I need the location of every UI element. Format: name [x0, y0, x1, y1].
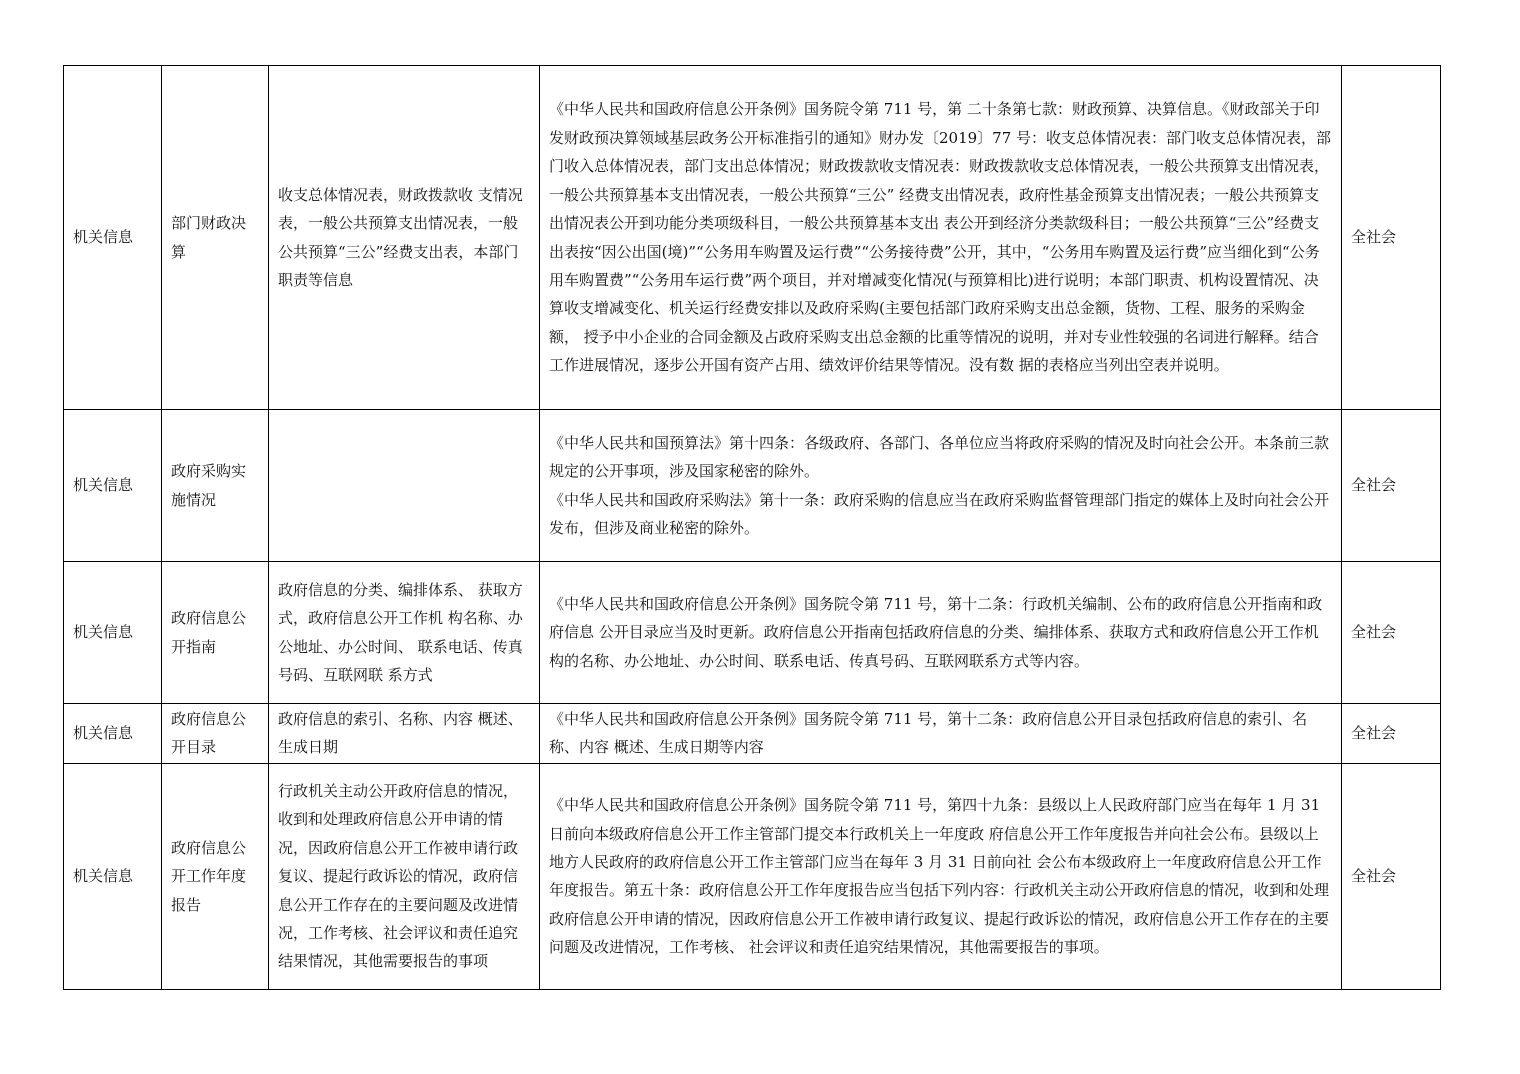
item-cell: 政府信息公开目录	[162, 704, 269, 764]
scope-cell: 全社会	[1342, 410, 1441, 562]
content-cell: 收支总体情况表，财政拨款收 支情况表，一般公共预算支出情况表，一般公共预算“三公”经费支出表，本部门职责等信息	[269, 66, 540, 410]
scope-cell: 全社会	[1342, 562, 1441, 704]
basis-cell	[540, 410, 1342, 562]
category-cell: 机关信息	[64, 562, 162, 704]
category-cell: 机关信息	[64, 704, 162, 764]
disclosure-table	[63, 65, 1441, 990]
basis-paragraph: 《中华人民共和国预算法》第十四条：各级政府、各部门、各单位应当将政府采购的情况及时向社会公开。本条前三款规定的公开事项，涉及国家秘密的除外。	[549, 433, 1330, 481]
content-cell: 政府信息的分类、编排体系、 获取方式，政府信息公开工作机 构名称、办公地址、办公时间、 联系电话、传真号码、互联网联 系方式	[269, 562, 540, 704]
item-cell: 政府采购实施情况	[162, 410, 269, 562]
basis-cell: 《中华人民共和国政府信息公开条例》国务院令第 711 号，第 二十条第七款：财政预算、决算信息。《财政部关于印发财政预决算领域基层政务公开标准指引的通知》财办发〔2019〕77 号：收支总体情况表：部门收支总体情况表，部门收入总体情况表，部门支出总体情况；财政拨款收支情况表：财政拨款收支总体情况表，一般公共预算支出情况表，一般公共预算基本支出情况表，一般公共预算“三公” 经费支出情况表，政府性基金预算支出情况表；一般公共预算支出情况表公开到功能分类项级科目，一般公共预算基本支出 表公开到经济分类款级科目；一般公共预算“三公”经费支出表按“因公出国(境)”“公务用车购置及运行费”“公务接待费”公开，其中，“公务用车购置及运行费”应当细化到“公务用车购置费”“公务用车运行费”两个项目，并对增减变化情况(与预算相比)进行说明；本部门职责、机构设置情况、决算收支增减变化、机关运行经费安排以及政府采购(主要包括部门政府采购支出总金额，货物、工程、服务的采购金额， 授予中小企业的合同金额及占政府采购支出总金额的比重等情况的说明，并对专业性较强的名词进行解释。结合工作进展情况，逐步公开国有资产占用、绩效评价结果等情况。没有数 据的表格应当列出空表并说明。	[540, 66, 1342, 410]
scope-cell: 全社会	[1342, 704, 1441, 764]
table-row	[64, 410, 1441, 562]
table-row	[64, 763, 1441, 989]
content-cell	[269, 410, 540, 562]
content-cell: 政府信息的索引、名称、内容 概述、生成日期	[269, 704, 540, 764]
item-cell: 政府信息公开工作年度报告	[162, 763, 269, 989]
table-row	[64, 66, 1441, 410]
category-cell: 机关信息	[64, 410, 162, 562]
basis-paragraph: 《中华人民共和国政府采购法》第十一条：政府采购的信息应当在政府采购监督管理部门指定的媒体上及时向社会公开发布，但涉及商业秘密的除外。	[549, 490, 1330, 537]
item-cell: 政府信息公开指南	[162, 562, 269, 704]
table-row	[64, 562, 1441, 704]
basis-cell: 《中华人民共和国政府信息公开条例》国务院令第 711 号，第四十九条：县级以上人民政府部门应当在每年 1 月 31 日前向本级政府信息公开工作主管部门提交本行政机关上一年度政 府信息公开工作年度报告并向社会公布。县级以上地方人民政府的政府信息公开工作主管部门应当在每年 3 月 31 日前向社 会公布本级政府上一年度政府信息公开工作年度报告。第五十条：政府信息公开工作年度报告应当包括下列内容：行政机关主动公开政府信息的情况，收到和处理政府信息公开申请的情况，因政府信息公开工作被申请行政复议、提起行政诉讼的情况，政府信息公开工作存在的主要问题及改进情况，工作考核、 社会评议和责任追究结果情况，其他需要报告的事项。	[540, 763, 1342, 989]
basis-cell: 《中华人民共和国政府信息公开条例》国务院令第 711 号，第十二条：政府信息公开目录包括政府信息的索引、名称、内容 概述、生成日期等内容	[540, 704, 1342, 764]
content-cell: 行政机关主动公开政府信息的情况，收到和处理政府信息公开申请的情况，因政府信息公开工作被申请行政复议、提起行政诉讼的情况，政府信息公开工作存在的主要问题及改进情况，工作考核、社会评议和责任追究结果情况，其他需要报告的事项	[269, 763, 540, 989]
item-cell: 部门财政决算	[162, 66, 269, 410]
category-cell: 机关信息	[64, 763, 162, 989]
basis-cell: 《中华人民共和国政府信息公开条例》国务院令第 711 号，第十二条：行政机关编制、公布的政府信息公开指南和政府信息 公开目录应当及时更新。政府信息公开指南包括政府信息的分类、编排体系、获取方式和政府信息公开工作机构的名称、办公地址、办公时间、联系电话、传真号码、互联网联系方式等内容。	[540, 562, 1342, 704]
scope-cell: 全社会	[1342, 763, 1441, 989]
scope-cell: 全社会	[1342, 66, 1441, 410]
category-cell: 机关信息	[64, 66, 162, 410]
table-row	[64, 704, 1441, 764]
